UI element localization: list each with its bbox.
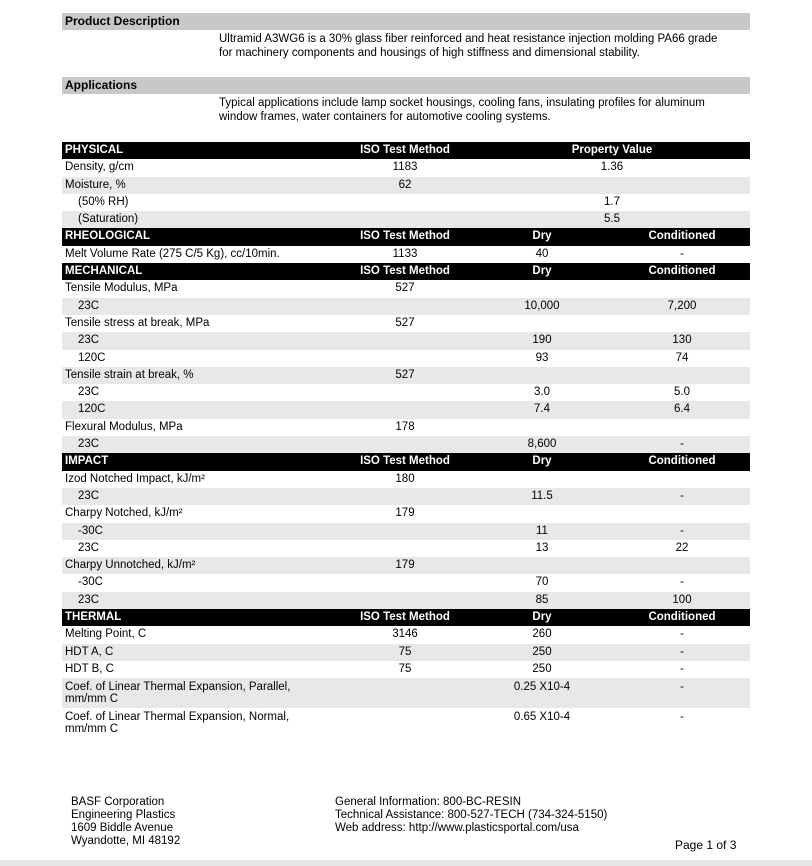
applications-text bbox=[219, 96, 744, 124]
property-name-cell: 23C bbox=[78, 334, 100, 347]
table-row bbox=[62, 315, 750, 332]
address-line: 1609 Biddle Avenue bbox=[71, 822, 174, 834]
property-name-cell: 23C bbox=[78, 489, 100, 502]
dry-value-cell: 7.4 bbox=[534, 403, 550, 416]
section-header-row bbox=[62, 453, 750, 470]
dry-value-cell: 1.36 bbox=[600, 161, 624, 174]
dry-value-cell: 0.25 X10-4 bbox=[513, 681, 571, 694]
test-method-cell: 527 bbox=[395, 282, 415, 295]
property-name-cell: Moisture, % bbox=[65, 178, 126, 191]
property-name-cell: 23C bbox=[78, 299, 100, 312]
table-row bbox=[62, 384, 750, 401]
table-row bbox=[62, 194, 750, 211]
applications-line: window frames, water containers for automotive cooling systems. bbox=[219, 111, 551, 123]
property-name-cell: HDT B, C bbox=[65, 662, 114, 675]
product-description-line: for machinery components and housings of high stiffness and dimensional stability. bbox=[219, 47, 640, 59]
conditioned-value-cell: - bbox=[680, 645, 684, 658]
table-row bbox=[62, 626, 750, 643]
property-name-cell: -30C bbox=[78, 576, 103, 589]
property-name-cell: Charpy Notched, kJ/m² bbox=[65, 507, 183, 520]
table-row bbox=[62, 246, 750, 263]
test-method-cell: ISO Test Method bbox=[360, 265, 450, 278]
table-row bbox=[62, 523, 750, 540]
table-row bbox=[62, 280, 750, 297]
dry-value-cell: 93 bbox=[535, 351, 549, 364]
test-method-cell: ISO Test Method bbox=[360, 230, 450, 243]
property-name-cell: IMPACT bbox=[65, 455, 109, 468]
property-name-cell: (Saturation) bbox=[78, 213, 139, 226]
conditioned-value-cell: 100 bbox=[672, 593, 692, 606]
applications-heading: Applications bbox=[62, 77, 750, 94]
dry-value-cell: 0.65 X10-4 bbox=[513, 711, 571, 724]
product-description-heading: Product Description bbox=[62, 13, 750, 30]
test-method-cell: 178 bbox=[395, 420, 415, 433]
table-row bbox=[62, 678, 750, 708]
conditioned-value-cell: - bbox=[680, 489, 684, 502]
table-row bbox=[62, 332, 750, 349]
conditioned-value-cell: - bbox=[680, 628, 684, 641]
property-name-cell: Coef. of Linear Thermal Expansion, Normal, mm/mm C bbox=[65, 711, 290, 736]
property-name-cell: Tensile strain at break, % bbox=[65, 368, 194, 381]
table-row bbox=[62, 367, 750, 384]
property-name-cell: 23C bbox=[78, 438, 100, 451]
contact-line: Technical Assistance: 800-527-TECH (734-324-5150) bbox=[335, 809, 608, 821]
conditioned-value-cell: - bbox=[680, 524, 684, 537]
table-row bbox=[62, 592, 750, 609]
dry-value-cell: 250 bbox=[532, 645, 552, 658]
conditioned-value-cell: 7,200 bbox=[667, 299, 697, 312]
conditioned-value-cell: 74 bbox=[675, 351, 689, 364]
property-name-cell: (50% RH) bbox=[78, 195, 129, 208]
section-header-row bbox=[62, 228, 750, 245]
table-row bbox=[62, 350, 750, 367]
contact-info bbox=[335, 796, 607, 835]
dry-value-cell: 260 bbox=[532, 628, 552, 641]
conditioned-value-cell: - bbox=[680, 438, 684, 451]
address-line: Wyandotte, MI 48192 bbox=[71, 835, 181, 847]
property-name-cell: 120C bbox=[78, 403, 106, 416]
property-name-cell: Density, g/cm bbox=[65, 161, 134, 174]
table-row bbox=[62, 644, 750, 661]
test-method-cell: 1133 bbox=[392, 247, 418, 260]
test-method-cell: 75 bbox=[398, 645, 412, 658]
table-row bbox=[62, 557, 750, 574]
contact-line: Web address: http://www.plasticsportal.com/usa bbox=[335, 822, 579, 834]
table-row bbox=[62, 436, 750, 453]
dry-value-cell: 11 bbox=[536, 524, 548, 537]
dry-value-cell: 8,600 bbox=[527, 438, 557, 451]
dry-value-cell: Property Value bbox=[571, 144, 653, 156]
test-method-cell: 62 bbox=[398, 178, 412, 191]
table-row bbox=[62, 177, 750, 194]
property-name-cell: 120C bbox=[78, 351, 106, 364]
table-row bbox=[62, 211, 750, 228]
conditioned-value-cell: 22 bbox=[675, 541, 689, 554]
table-row bbox=[62, 708, 750, 738]
table-row bbox=[62, 471, 750, 488]
table-row bbox=[62, 505, 750, 522]
dry-value-cell: Dry bbox=[532, 611, 552, 624]
address-line: Engineering Plastics bbox=[71, 809, 176, 821]
property-name-cell: THERMAL bbox=[65, 611, 122, 624]
page-number: Page 1 of 3 bbox=[675, 838, 737, 852]
property-name-cell: RHEOLOGICAL bbox=[65, 230, 150, 243]
contact-line: General Information: 800-BC-RESIN bbox=[335, 796, 521, 808]
conditioned-value-cell: 5.0 bbox=[674, 386, 690, 399]
conditioned-value-cell: Conditioned bbox=[648, 230, 716, 243]
properties-table bbox=[62, 142, 750, 738]
address-line: BASF Corporation bbox=[71, 796, 165, 808]
dry-value-cell: 5.5 bbox=[604, 213, 620, 226]
table-row bbox=[62, 661, 750, 678]
dry-value-cell: Dry bbox=[532, 455, 552, 468]
section-header-row bbox=[62, 609, 750, 626]
test-method-cell: 3146 bbox=[392, 628, 418, 641]
property-name-cell: PHYSICAL bbox=[65, 144, 124, 156]
conditioned-value-cell: Conditioned bbox=[648, 611, 716, 624]
conditioned-value-cell: Conditioned bbox=[648, 455, 716, 468]
property-name-cell: 23C bbox=[78, 386, 100, 399]
dry-value-cell: 13 bbox=[535, 541, 549, 554]
property-name-cell: 23C bbox=[78, 593, 100, 606]
dry-value-cell: 40 bbox=[535, 247, 549, 260]
conditioned-value-cell: - bbox=[680, 662, 684, 675]
conditioned-value-cell: - bbox=[680, 576, 684, 589]
property-name-cell: Tensile stress at break, MPa bbox=[65, 316, 210, 329]
property-name-cell: MECHANICAL bbox=[65, 265, 143, 278]
conditioned-value-cell: Conditioned bbox=[648, 265, 716, 278]
table-row bbox=[62, 488, 750, 505]
dry-value-cell: 1.7 bbox=[604, 195, 620, 208]
dry-value-cell: Dry bbox=[532, 230, 552, 243]
property-name-cell: Flexural Modulus, MPa bbox=[65, 420, 183, 433]
conditioned-value-cell: 6.4 bbox=[674, 403, 690, 416]
test-method-cell: 179 bbox=[395, 507, 415, 520]
conditioned-value-cell: - bbox=[680, 711, 684, 724]
dry-value-cell: 3.0 bbox=[534, 386, 550, 399]
product-description-text bbox=[219, 32, 744, 60]
table-row bbox=[62, 401, 750, 418]
test-method-cell: ISO Test Method bbox=[360, 455, 450, 468]
dry-value-cell: 85 bbox=[535, 593, 549, 606]
page-bottom-edge bbox=[0, 860, 812, 866]
property-name-cell: 23C bbox=[78, 541, 100, 554]
test-method-cell: ISO Test Method bbox=[360, 611, 450, 624]
dry-value-cell: 70 bbox=[535, 576, 549, 589]
company-address bbox=[71, 796, 180, 848]
test-method-cell: 179 bbox=[395, 559, 415, 572]
test-method-cell: 180 bbox=[395, 472, 415, 485]
property-name-cell: Coef. of Linear Thermal Expansion, Parallel, mm/mm C bbox=[65, 681, 291, 706]
dry-value-cell: 250 bbox=[532, 662, 552, 675]
table-row bbox=[62, 574, 750, 591]
dry-value-cell: 190 bbox=[532, 334, 552, 347]
conditioned-value-cell: - bbox=[680, 247, 684, 260]
conditioned-value-cell: - bbox=[680, 681, 684, 694]
table-row bbox=[62, 298, 750, 315]
table-row bbox=[62, 419, 750, 436]
test-method-cell: 1183 bbox=[392, 161, 418, 174]
test-method-cell: ISO Test Method bbox=[360, 144, 450, 156]
test-method-cell: 527 bbox=[395, 368, 415, 381]
conditioned-value-cell: 130 bbox=[672, 334, 692, 347]
table-row bbox=[62, 540, 750, 557]
dry-value-cell: 11.5 bbox=[531, 489, 553, 502]
property-name-cell: Tensile Modulus, MPa bbox=[65, 282, 178, 295]
table-row bbox=[62, 159, 750, 176]
section-header-row bbox=[62, 263, 750, 280]
test-method-cell: 527 bbox=[395, 316, 415, 329]
product-description-line: Ultramid A3WG6 is a 30% glass fiber reinforced and heat resistance injection molding PA66 grade bbox=[219, 33, 718, 45]
applications-line: Typical applications include lamp socket housings, cooling fans, insulating profiles for aluminum bbox=[219, 97, 705, 109]
property-name-cell: Melt Volume Rate (275 C/5 Kg), cc/10min. bbox=[65, 247, 280, 260]
property-name-cell: Charpy Unnotched, kJ/m² bbox=[65, 559, 196, 572]
property-name-cell: Izod Notched Impact, kJ/m² bbox=[65, 472, 205, 485]
section-header-row bbox=[62, 142, 750, 159]
property-name-cell: -30C bbox=[78, 524, 103, 537]
dry-value-cell: 10,000 bbox=[524, 299, 560, 312]
property-name-cell: Melting Point, C bbox=[65, 628, 147, 641]
property-name-cell: HDT A, C bbox=[65, 645, 114, 658]
dry-value-cell: Dry bbox=[532, 265, 552, 278]
test-method-cell: 75 bbox=[398, 662, 412, 675]
